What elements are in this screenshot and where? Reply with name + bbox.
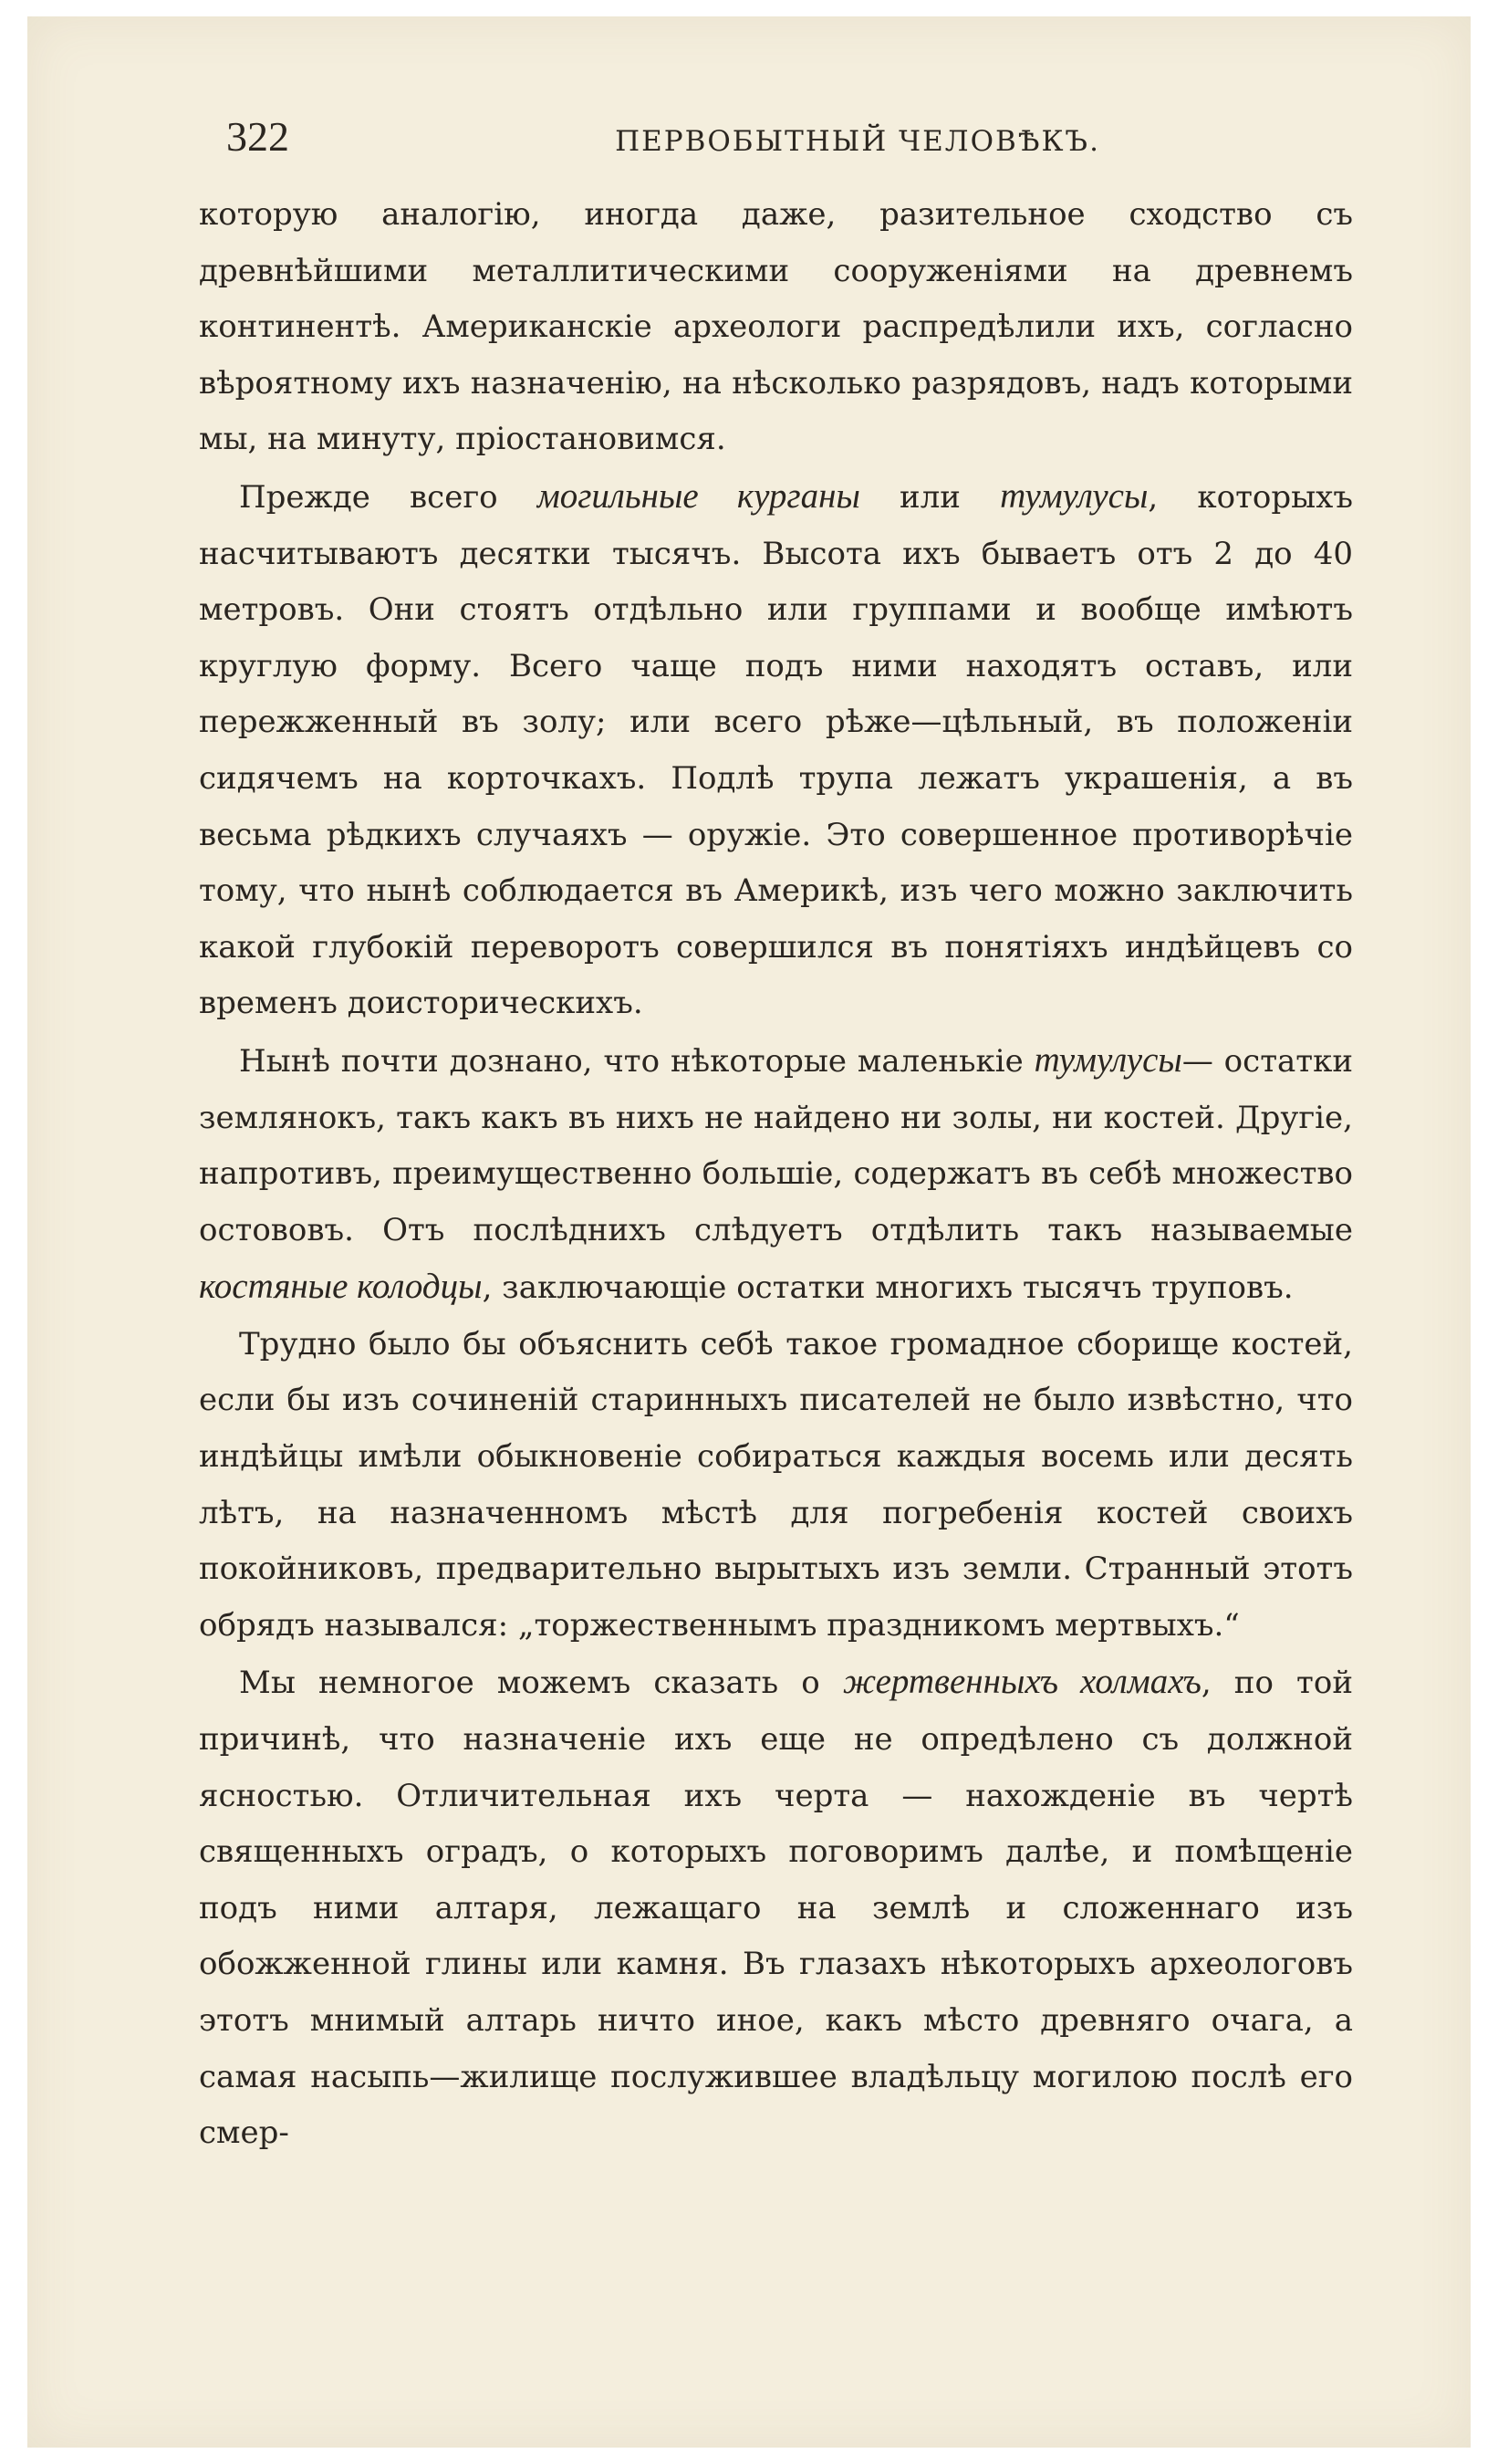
- paragraph-3-text-c: , заключающіе остатки многихъ тысячъ труповъ.: [482, 1269, 1294, 1307]
- paragraph-3: [199, 1032, 1353, 1317]
- term-zhertvennye-kholmy: жертвенныхъ холмахъ: [842, 1662, 1202, 1702]
- term-mogilnye-kurgany: могильные курганы: [536, 475, 860, 516]
- paragraph-4-text: Трудно было бы объяснить себѣ такое громадное сборище костей, если бы изъ сочиненій старинныхъ писателей не было извѣстно, что индѣйцы имѣли обыкновеніе собираться каждыя восемь или десять лѣтъ, на назначенномъ мѣстѣ для погребенія костей своихъ покойниковъ, предварительно вырытыхъ изъ земли. Странный этотъ обрядъ назывался: „торжественнымъ праздникомъ мертвыхъ.“: [199, 1325, 1353, 1644]
- paragraph-5-text-b: , по той причинѣ, что назначеніе ихъ еще не опредѣлено съ должной ясностью. Отличительная ихъ черта — нахожденіе въ чертѣ священныхъ оградъ, о которыхъ поговоримъ далѣе, и помѣщеніе подъ ними алтаря, лежащаго на землѣ и сложеннаго изъ обожженной глины или камня. Въ глазахъ нѣкоторыхъ археологовъ этотъ мнимый алтарь ничто иное, какъ мѣсто древняго очага, а самая насыпь—жилище послужившее владѣльцу могилою послѣ его смер-: [199, 1665, 1353, 2152]
- running-title: ПЕРВОБЫТНЫЙ ЧЕЛОВѢКЪ.: [615, 125, 1100, 158]
- body-text: [199, 187, 1353, 2162]
- paragraph-2-text-c: , которыхъ насчитываютъ десятки тысячъ. Высота ихъ бываетъ отъ 2 до 40 метровъ. Они стоятъ отдѣльно или группами и вообще имѣютъ круглую форму. Всего чаще подъ ними находятъ оставъ, или пережженный въ золу; или всего рѣже—цѣльный, въ положеніи сидячемъ на корточкахъ. Подлѣ трупа лежатъ украшенія, а въ весьма рѣдкихъ случаяхъ — оружіе. Это совершенное противорѣчіе тому, что нынѣ соблюдается въ Америкѣ, изъ чего можно заключить какой глубокій переворотъ совершился въ понятіяхъ индѣйцевъ со временъ доисторическихъ.: [199, 478, 1353, 1022]
- paragraph-2-text-b: или: [859, 478, 1001, 516]
- paragraph-2: [199, 468, 1353, 1032]
- page-header: [201, 112, 1387, 167]
- paragraph-5: [199, 1654, 1353, 2161]
- term-kostyanye-kolodtsy: костяные колодцы: [199, 1267, 483, 1307]
- paragraph-5-text-a: Мы немногое можемъ сказать о: [239, 1665, 843, 1702]
- paragraph-2-text-a: Прежде всего: [239, 478, 537, 516]
- paragraph-3-text-a: Нынѣ почти дознано, что нѣкоторые маленькіе: [239, 1042, 1035, 1080]
- paragraph-3-text-b: — остатки землянокъ, такъ какъ въ нихъ не найдено ни золы, ни костей. Другіе, напротивъ, преимущественно большіе, содержатъ въ себѣ множество остововъ. Отъ послѣднихъ слѣдуетъ отдѣлить такъ называемые: [199, 1042, 1353, 1248]
- paragraph-1-text: которую аналогію, иногда даже, разительное сходство съ древнѣйшими металлитическими сооруженіями на древнемъ континентѣ. Американскіе археологи распредѣлили ихъ, согласно вѣроятному ихъ назначенію, на нѣсколько разрядовъ, надъ которыми мы, на минуту, пріостановимся.: [199, 196, 1353, 458]
- paragraph-1: [199, 187, 1353, 468]
- term-tumulusy: тумулусы: [1000, 475, 1149, 516]
- term-tumulusy-2: тумулусы: [1034, 1039, 1182, 1080]
- paragraph-4: [199, 1317, 1353, 1655]
- page-number: 322: [226, 113, 289, 160]
